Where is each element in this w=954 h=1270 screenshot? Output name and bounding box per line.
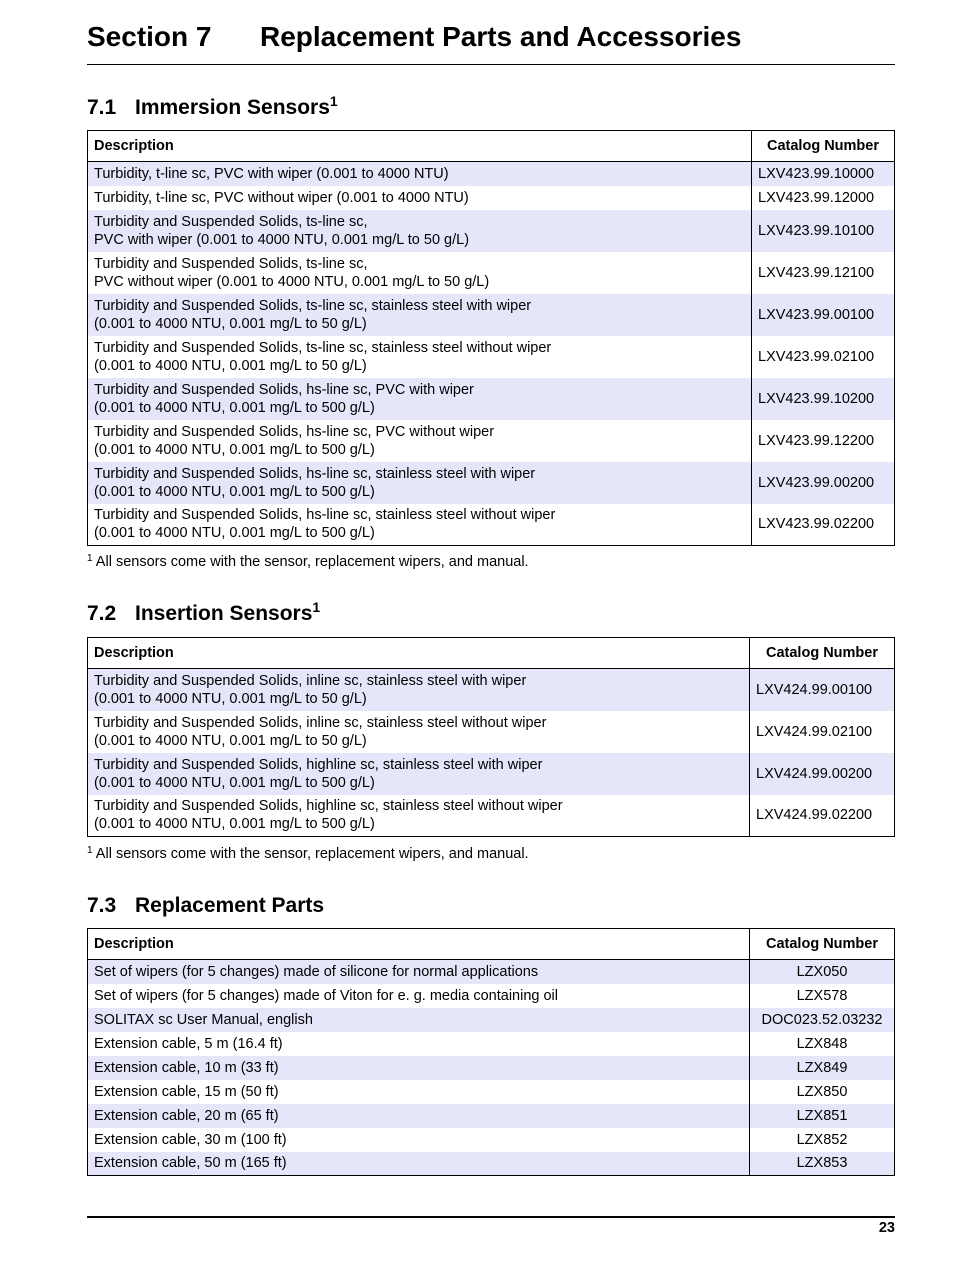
description-cell bbox=[88, 1128, 750, 1152]
description-cell bbox=[88, 984, 750, 1008]
table-row bbox=[88, 210, 895, 252]
table-row bbox=[88, 504, 895, 546]
description-cell bbox=[88, 462, 752, 504]
catalog-number-cell: LZX848 bbox=[750, 1032, 895, 1056]
catalog-number-cell: LZX849 bbox=[750, 1056, 895, 1080]
column-header-description: Description bbox=[88, 929, 750, 960]
description-line: Extension cable, 30 m (100 ft) bbox=[94, 1131, 287, 1148]
catalog-number-cell: DOC023.52.03232 bbox=[750, 1008, 895, 1032]
table-row bbox=[88, 795, 895, 837]
description-line: (0.001 to 4000 NTU, 0.001 mg/L to 50 g/L) bbox=[94, 732, 367, 749]
catalog-number-cell: LXV424.99.02100 bbox=[750, 711, 895, 753]
description-cell bbox=[88, 795, 750, 837]
description-line: Extension cable, 20 m (65 ft) bbox=[94, 1107, 279, 1124]
catalog-number-cell: LZX851 bbox=[750, 1104, 895, 1128]
description-cell bbox=[88, 252, 752, 294]
section-number: Section 7 bbox=[87, 21, 212, 52]
table-row bbox=[88, 1008, 895, 1032]
description-line: Set of wipers (for 5 changes) made of Viton for e. g. media containing oil bbox=[94, 987, 558, 1004]
description-line: (0.001 to 4000 NTU, 0.001 mg/L to 500 g/L) bbox=[94, 441, 375, 458]
description-line: Turbidity and Suspended Solids, ts-line sc, stainless steel without wiper bbox=[94, 339, 552, 356]
table-row bbox=[88, 462, 895, 504]
description-line: Extension cable, 15 m (50 ft) bbox=[94, 1083, 279, 1100]
page-number: 23 bbox=[878, 1220, 895, 1236]
description-line: SOLITAX sc User Manual, english bbox=[94, 1011, 313, 1028]
footnote-ref: 1 bbox=[329, 93, 338, 109]
table-row bbox=[88, 1032, 895, 1056]
table-row bbox=[88, 1080, 895, 1104]
catalog-number-cell: LXV423.99.10100 bbox=[752, 210, 895, 252]
description-line: (0.001 to 4000 NTU, 0.001 mg/L to 500 g/L) bbox=[94, 525, 375, 542]
table-row bbox=[88, 1104, 895, 1128]
description-cell bbox=[88, 504, 752, 546]
column-header-catalog: Catalog Number bbox=[750, 929, 895, 960]
catalog-number-cell: LXV424.99.02200 bbox=[750, 795, 895, 837]
footnote-mark: 1 bbox=[87, 553, 93, 564]
table-row bbox=[88, 669, 895, 711]
description-line: (0.001 to 4000 NTU, 0.001 mg/L to 50 g/L) bbox=[94, 357, 367, 374]
description-cell bbox=[88, 186, 752, 210]
section-title bbox=[87, 18, 895, 65]
footer-rule bbox=[87, 1216, 895, 1218]
replacement-parts-table bbox=[87, 928, 895, 1176]
catalog-number-cell: LXV423.99.02200 bbox=[752, 504, 895, 546]
table-header-row bbox=[88, 638, 895, 669]
description-line: Extension cable, 5 m (16.4 ft) bbox=[94, 1035, 283, 1052]
subsection-title-text: Replacement Parts bbox=[135, 894, 325, 917]
description-cell bbox=[88, 210, 752, 252]
description-line: Turbidity, t-line sc, PVC with wiper (0.001 to 4000 NTU) bbox=[94, 165, 449, 182]
description-line: Turbidity and Suspended Solids, hs-line sc, PVC with wiper bbox=[94, 381, 474, 398]
description-line: Turbidity, t-line sc, PVC without wiper (0.001 to 4000 NTU) bbox=[94, 189, 469, 206]
insertion-sensors-table bbox=[87, 637, 895, 837]
subsection-number: 7.1 bbox=[87, 96, 117, 119]
column-header-description: Description bbox=[88, 638, 750, 669]
description-line: Turbidity and Suspended Solids, hs-line sc, stainless steel without wiper bbox=[94, 507, 556, 524]
description-line: (0.001 to 4000 NTU, 0.001 mg/L to 500 g/L) bbox=[94, 399, 375, 416]
description-line: Turbidity and Suspended Solids, inline sc, stainless steel without wiper bbox=[94, 714, 547, 731]
description-line: Extension cable, 50 m (165 ft) bbox=[94, 1155, 287, 1172]
description-line: Turbidity and Suspended Solids, hs-line sc, PVC without wiper bbox=[94, 423, 495, 440]
description-line: Turbidity and Suspended Solids, ts-line sc, stainless steel with wiper bbox=[94, 297, 532, 314]
footnote-insertion bbox=[87, 845, 529, 863]
catalog-number-cell: LXV423.99.12200 bbox=[752, 420, 895, 462]
description-cell bbox=[88, 711, 750, 753]
table-row bbox=[88, 252, 895, 294]
subsection-title-insertion bbox=[87, 601, 320, 627]
footnote-ref: 1 bbox=[312, 599, 321, 615]
catalog-number-cell: LZX852 bbox=[750, 1128, 895, 1152]
table-row bbox=[88, 1152, 895, 1176]
description-line: Turbidity and Suspended Solids, highline sc, stainless steel without wiper bbox=[94, 798, 563, 815]
description-cell bbox=[88, 1032, 750, 1056]
catalog-number-cell: LXV423.99.02100 bbox=[752, 336, 895, 378]
catalog-number-cell: LXV423.99.12100 bbox=[752, 252, 895, 294]
catalog-number-cell: LXV423.99.10200 bbox=[752, 378, 895, 420]
description-cell bbox=[88, 336, 752, 378]
description-line: Turbidity and Suspended Solids, ts-line sc, bbox=[94, 255, 368, 272]
description-cell bbox=[88, 378, 752, 420]
table-row bbox=[88, 336, 895, 378]
description-cell bbox=[88, 294, 752, 336]
catalog-number-cell: LZX578 bbox=[750, 984, 895, 1008]
table-row bbox=[88, 294, 895, 336]
table-row bbox=[88, 960, 895, 984]
table-row bbox=[88, 162, 895, 186]
catalog-number-cell: LXV423.99.12000 bbox=[752, 186, 895, 210]
section-title-text: Replacement Parts and Accessories bbox=[260, 21, 742, 52]
table-row bbox=[88, 186, 895, 210]
description-cell bbox=[88, 669, 750, 711]
description-line: Extension cable, 10 m (33 ft) bbox=[94, 1059, 279, 1076]
description-line: Turbidity and Suspended Solids, inline sc, stainless steel with wiper bbox=[94, 672, 527, 689]
subsection-title-text: Immersion Sensors bbox=[135, 96, 330, 119]
column-header-catalog: Catalog Number bbox=[752, 131, 895, 162]
description-line: (0.001 to 4000 NTU, 0.001 mg/L to 50 g/L) bbox=[94, 315, 367, 332]
description-cell bbox=[88, 1056, 750, 1080]
description-line: PVC without wiper (0.001 to 4000 NTU, 0.001 mg/L to 50 g/L) bbox=[94, 273, 490, 290]
table-row bbox=[88, 378, 895, 420]
description-cell bbox=[88, 1104, 750, 1128]
description-line: PVC with wiper (0.001 to 4000 NTU, 0.001 mg/L to 50 g/L) bbox=[94, 231, 470, 248]
subsection-title-replacement-parts bbox=[87, 893, 324, 919]
column-header-description: Description bbox=[88, 131, 752, 162]
catalog-number-cell: LXV423.99.00100 bbox=[752, 294, 895, 336]
table-row bbox=[88, 753, 895, 795]
footnote-mark: 1 bbox=[87, 845, 93, 856]
catalog-number-cell: LXV423.99.10000 bbox=[752, 162, 895, 186]
description-line: (0.001 to 4000 NTU, 0.001 mg/L to 50 g/L) bbox=[94, 690, 367, 707]
catalog-number-cell: LZX853 bbox=[750, 1152, 895, 1176]
subsection-number: 7.2 bbox=[87, 602, 117, 625]
description-line: Set of wipers (for 5 changes) made of silicone for normal applications bbox=[94, 963, 539, 980]
description-line: Turbidity and Suspended Solids, highline sc, stainless steel with wiper bbox=[94, 756, 543, 773]
footnote-text: All sensors come with the sensor, replacement wipers, and manual. bbox=[95, 846, 529, 862]
catalog-number-cell: LXV423.99.00200 bbox=[752, 462, 895, 504]
subsection-title-immersion bbox=[87, 95, 338, 121]
subsection-number: 7.3 bbox=[87, 894, 117, 917]
table-row bbox=[88, 1128, 895, 1152]
description-cell bbox=[88, 960, 750, 984]
footnote-text: All sensors come with the sensor, replacement wipers, and manual. bbox=[95, 554, 529, 570]
catalog-number-cell: LZX850 bbox=[750, 1080, 895, 1104]
table-row bbox=[88, 1056, 895, 1080]
description-line: (0.001 to 4000 NTU, 0.001 mg/L to 500 g/L) bbox=[94, 774, 375, 791]
catalog-number-cell: LXV424.99.00100 bbox=[750, 669, 895, 711]
table-row bbox=[88, 711, 895, 753]
catalog-number-cell: LZX050 bbox=[750, 960, 895, 984]
description-cell bbox=[88, 1152, 750, 1176]
table-header-row bbox=[88, 929, 895, 960]
catalog-number-cell: LXV424.99.00200 bbox=[750, 753, 895, 795]
description-line: (0.001 to 4000 NTU, 0.001 mg/L to 500 g/L) bbox=[94, 816, 375, 833]
description-cell bbox=[88, 162, 752, 186]
table-header-row bbox=[88, 131, 895, 162]
column-header-catalog: Catalog Number bbox=[750, 638, 895, 669]
description-cell bbox=[88, 753, 750, 795]
description-cell bbox=[88, 1080, 750, 1104]
footnote-immersion bbox=[87, 553, 529, 571]
immersion-sensors-table bbox=[87, 130, 895, 546]
description-line: Turbidity and Suspended Solids, ts-line sc, bbox=[94, 213, 368, 230]
description-cell bbox=[88, 1008, 750, 1032]
subsection-title-text: Insertion Sensors bbox=[135, 602, 313, 625]
table-row bbox=[88, 984, 895, 1008]
description-line: (0.001 to 4000 NTU, 0.001 mg/L to 500 g/L) bbox=[94, 483, 375, 500]
description-line: Turbidity and Suspended Solids, hs-line sc, stainless steel with wiper bbox=[94, 465, 536, 482]
description-cell bbox=[88, 420, 752, 462]
table-row bbox=[88, 420, 895, 462]
